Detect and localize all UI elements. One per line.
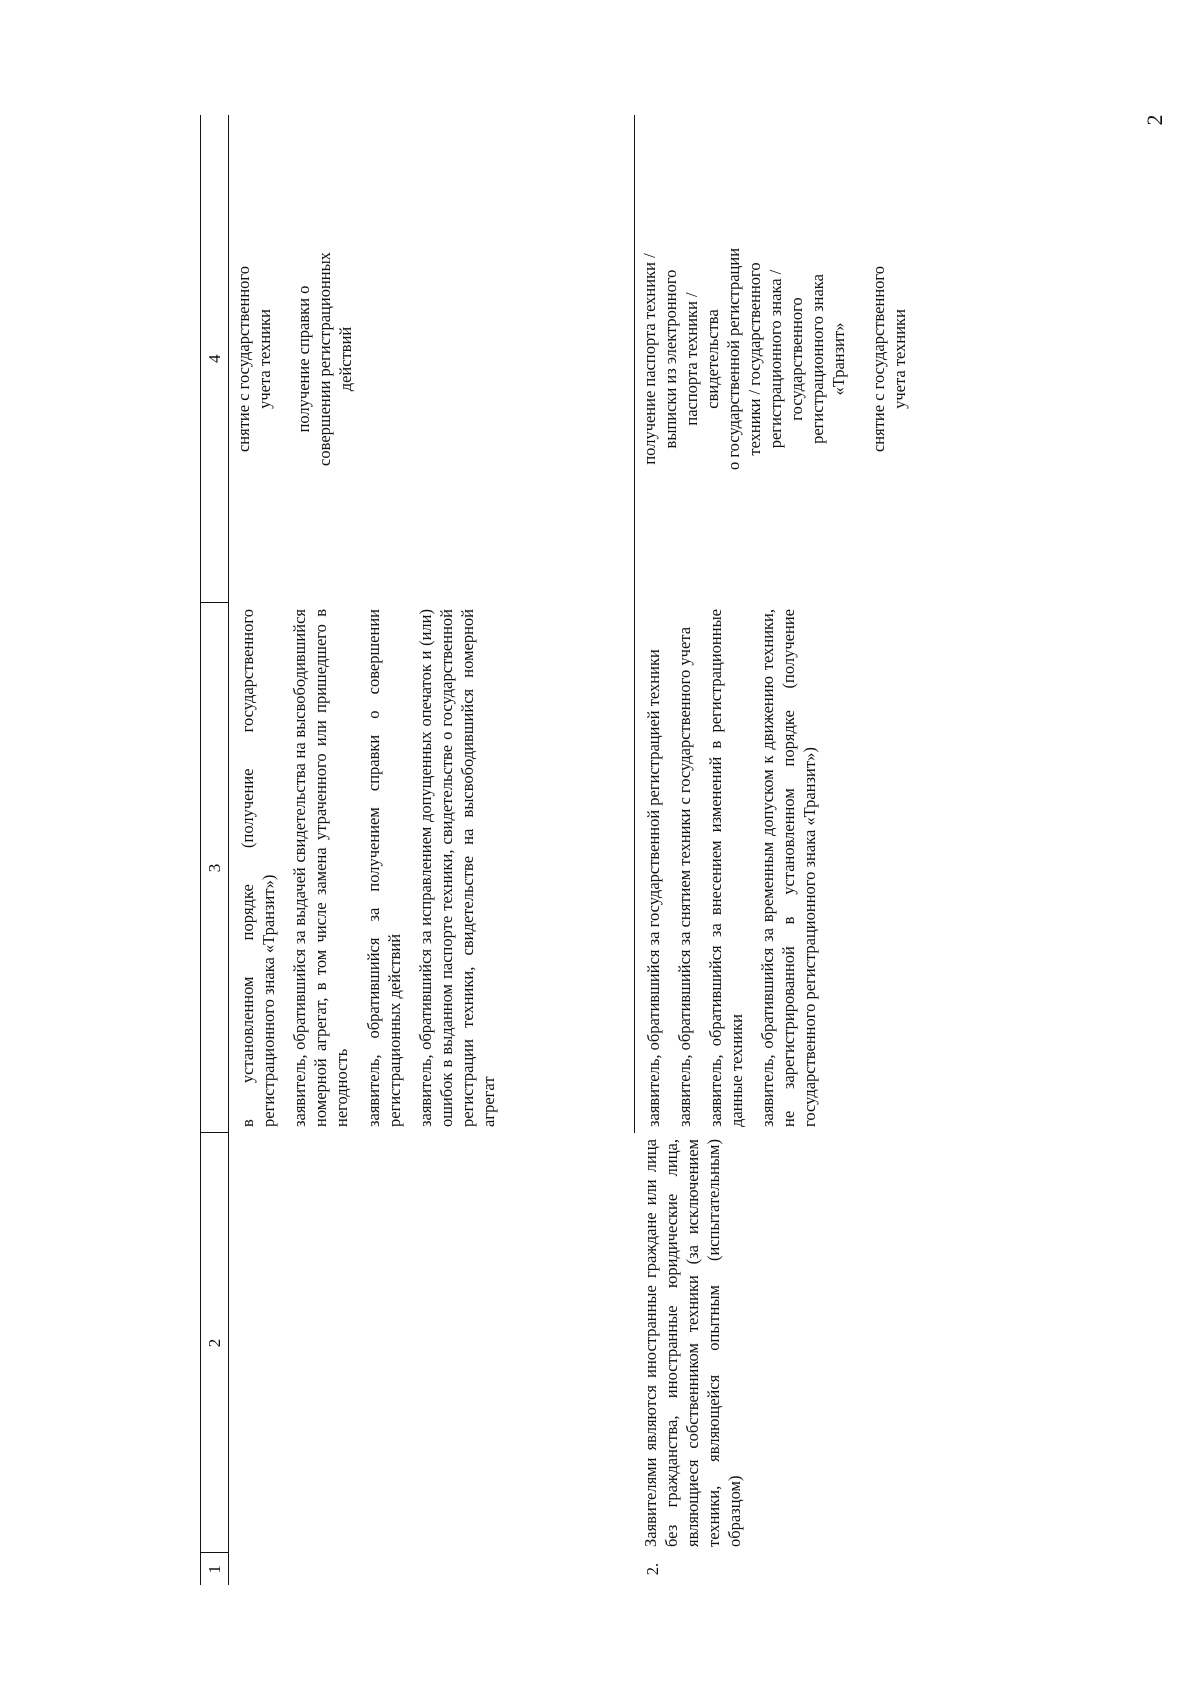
result-line: получение паспорта техники / bbox=[639, 253, 659, 465]
result-line: паспорта техники / bbox=[681, 292, 701, 426]
result-line: получение справки о bbox=[294, 285, 314, 433]
criteria-item: заявитель, обратившийся за внесением изменений в регистрационные данные техники bbox=[705, 609, 746, 1127]
result-line: регистрационного знака bbox=[808, 274, 828, 444]
result-line: снятие с государственного bbox=[868, 265, 888, 453]
result-cell bbox=[229, 115, 635, 603]
result-line: выписки из электронного bbox=[660, 269, 680, 449]
header-col-2: 2 bbox=[201, 1133, 229, 1553]
header-col-1: 1 bbox=[201, 1553, 229, 1585]
applicant-description bbox=[229, 1133, 635, 1553]
result-line: снятие с государственного bbox=[234, 265, 253, 453]
table-header-row bbox=[201, 115, 229, 1585]
result-line: о государственной регистрации bbox=[723, 247, 743, 471]
result-line: действий bbox=[336, 326, 356, 392]
result-cell bbox=[634, 115, 944, 603]
criteria-item: заявитель, обратившийся за получением справки о совершении регистрационных действий bbox=[363, 609, 404, 1127]
header-col-4: 4 bbox=[201, 115, 229, 603]
table-row bbox=[229, 115, 635, 1585]
result-line: регистрационного знака / bbox=[766, 269, 786, 449]
header-col-3: 3 bbox=[201, 603, 229, 1133]
criteria-item: заявитель, обратившийся за выдачей свидетельства на высвободившийся номерной агрегат, в том числе замена утраченного или пришедшего в негодность bbox=[290, 609, 352, 1127]
result-line: учета техники bbox=[255, 309, 275, 409]
criteria-item: заявитель, обратившийся за временным допуском к движению техники, не зарегистрированной в установленном порядке (получение государственного регистрационного знака «Транзит») bbox=[757, 609, 820, 1127]
row-number bbox=[229, 1553, 635, 1585]
result-line: свидетельства bbox=[702, 309, 722, 409]
criteria-item: заявитель, обратившийся за государственной регистрацией техники bbox=[643, 649, 663, 1127]
result-line: государственного bbox=[787, 297, 807, 421]
criteria-item: заявитель, обратившийся за исправлением допущенных опечаток и (или) ошибок в выданном паспорте техники, свидетельстве о государственной регистрации техники, свидетельстве на высвободившийся номерной агрегат bbox=[415, 609, 499, 1127]
result-line: совершении регистрационных bbox=[315, 252, 335, 466]
page-number: 2 bbox=[1142, 114, 1167, 126]
criteria-cell bbox=[634, 603, 944, 1133]
criteria-cell bbox=[229, 603, 635, 1133]
rotated-table-wrapper bbox=[200, 115, 980, 1585]
result-line: техники / государственного bbox=[745, 262, 765, 456]
criteria-item: в установленном порядке (получение государственного регистрационного знака «Транзит») bbox=[238, 609, 279, 1127]
table-row bbox=[634, 115, 944, 1585]
result-line: «Транзит» bbox=[829, 322, 849, 396]
row-number: 2. bbox=[643, 1562, 662, 1576]
criteria-item: заявитель, обратившийся за снятием техники с государственного учета bbox=[674, 626, 694, 1127]
result-line: учета техники bbox=[889, 309, 909, 409]
applicant-description: Заявителями являются иностранные граждане или лица без гражданства, иностранные юридические лица, являющиеся собственником техники (за исключением техники, являющейся опытным (испытательным) образцом) bbox=[641, 1139, 745, 1547]
services-table bbox=[200, 115, 944, 1585]
